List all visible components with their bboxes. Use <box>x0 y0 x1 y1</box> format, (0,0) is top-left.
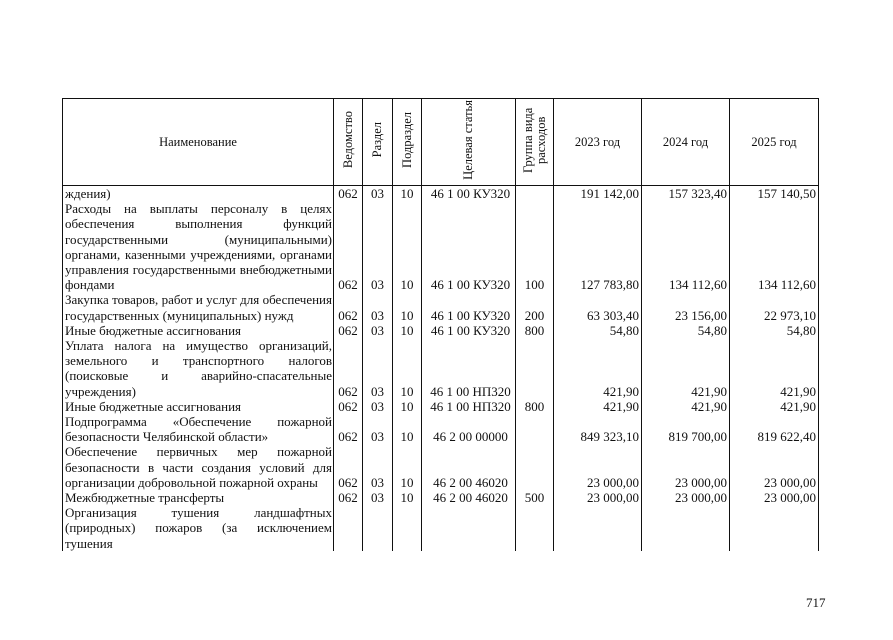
row-value-2024: 819 700,00 <box>642 414 730 444</box>
row-vid-rashodov <box>516 444 554 490</box>
row-value-2024: 421,90 <box>642 338 730 399</box>
row-razdel: 03 <box>363 414 393 444</box>
table-row <box>63 186 819 202</box>
header-gruppa-vida-rashodov: Группа вида расходов <box>516 99 554 186</box>
row-vedomstvo: 062 <box>334 444 363 490</box>
table-row <box>63 505 819 551</box>
row-name: Организация тушения ландшафтных (природных) пожаров (за исключением тушения <box>63 505 334 551</box>
row-podrazdel <box>393 505 422 551</box>
row-name: Иные бюджетные ассигнования <box>63 399 334 414</box>
row-value-2025: 23 000,00 <box>730 490 819 505</box>
row-value-2024: 157 323,40 <box>642 186 730 202</box>
row-value-2024: 134 112,60 <box>642 201 730 292</box>
table-row <box>63 414 819 444</box>
row-celevaya-statya: 46 1 00 КУ320 <box>422 292 516 322</box>
row-value-2024: 23 000,00 <box>642 444 730 490</box>
row-value-2023 <box>554 505 642 551</box>
header-vedomstvo: Ведомство <box>334 99 363 186</box>
header-2025: 2025 год <box>730 99 819 186</box>
row-razdel: 03 <box>363 399 393 414</box>
row-celevaya-statya: 46 1 00 КУ320 <box>422 323 516 338</box>
row-celevaya-statya: 46 2 00 00000 <box>422 414 516 444</box>
row-vid-rashodov: 100 <box>516 201 554 292</box>
row-name: Иные бюджетные ассигнования <box>63 323 334 338</box>
row-name: Расходы на выплаты персоналу в целях обеспечения выполнения функций государственными (муниципальными) органами, казенными учреждениями, органами управления государственными внебюджетными фондами <box>63 201 334 292</box>
table-row <box>63 444 819 490</box>
table-row <box>63 399 819 414</box>
row-razdel: 03 <box>363 444 393 490</box>
row-value-2023: 23 000,00 <box>554 490 642 505</box>
row-value-2025: 157 140,50 <box>730 186 819 202</box>
row-podrazdel: 10 <box>393 201 422 292</box>
table-header-row <box>63 99 819 186</box>
page-number: 717 <box>806 595 826 610</box>
row-vid-rashodov: 500 <box>516 490 554 505</box>
row-value-2023: 63 303,40 <box>554 292 642 322</box>
row-value-2024: 421,90 <box>642 399 730 414</box>
row-vedomstvo <box>334 505 363 551</box>
row-razdel: 03 <box>363 490 393 505</box>
row-name: Межбюджетные трансферты <box>63 490 334 505</box>
row-vid-rashodov <box>516 505 554 551</box>
table-row <box>63 292 819 322</box>
row-podrazdel: 10 <box>393 292 422 322</box>
row-razdel: 03 <box>363 292 393 322</box>
row-celevaya-statya <box>422 505 516 551</box>
row-razdel: 03 <box>363 338 393 399</box>
row-value-2025: 22 973,10 <box>730 292 819 322</box>
row-celevaya-statya: 46 1 00 КУ320 <box>422 201 516 292</box>
row-vid-rashodov <box>516 338 554 399</box>
row-vedomstvo: 062 <box>334 414 363 444</box>
header-razdel: Раздел <box>363 99 393 186</box>
table-row <box>63 338 819 399</box>
row-vedomstvo: 062 <box>334 201 363 292</box>
row-name: Уплата налога на имущество организаций, земельного и транспортного налогов (поисковые и аварийно-спасательные учреждения) <box>63 338 334 399</box>
row-vid-rashodov <box>516 186 554 202</box>
row-celevaya-statya: 46 2 00 46020 <box>422 490 516 505</box>
row-podrazdel: 10 <box>393 414 422 444</box>
table-row <box>63 323 819 338</box>
row-value-2025: 23 000,00 <box>730 444 819 490</box>
row-razdel: 03 <box>363 323 393 338</box>
header-2023: 2023 год <box>554 99 642 186</box>
row-podrazdel: 10 <box>393 490 422 505</box>
table-row <box>63 201 819 292</box>
row-value-2023: 54,80 <box>554 323 642 338</box>
budget-table-container <box>62 98 819 551</box>
row-celevaya-statya: 46 1 00 НП320 <box>422 338 516 399</box>
header-podrazdel: Подраздел <box>393 99 422 186</box>
row-value-2023: 421,90 <box>554 399 642 414</box>
row-celevaya-statya: 46 1 00 НП320 <box>422 399 516 414</box>
row-value-2023: 191 142,00 <box>554 186 642 202</box>
row-razdel: 03 <box>363 201 393 292</box>
row-value-2023: 849 323,10 <box>554 414 642 444</box>
row-value-2025: 421,90 <box>730 338 819 399</box>
row-vid-rashodov: 200 <box>516 292 554 322</box>
row-celevaya-statya: 46 2 00 46020 <box>422 444 516 490</box>
row-podrazdel: 10 <box>393 399 422 414</box>
header-2024: 2024 год <box>642 99 730 186</box>
row-celevaya-statya: 46 1 00 КУ320 <box>422 186 516 202</box>
row-vedomstvo: 062 <box>334 323 363 338</box>
row-razdel: 03 <box>363 186 393 202</box>
row-vedomstvo: 062 <box>334 292 363 322</box>
header-name: Наименование <box>63 99 334 186</box>
row-value-2025: 421,90 <box>730 399 819 414</box>
row-vedomstvo: 062 <box>334 186 363 202</box>
header-celevaya-statya: Целевая статья <box>422 99 516 186</box>
row-name: Подпрограмма «Обеспечение пожарной безопасности Челябинской области» <box>63 414 334 444</box>
row-value-2025 <box>730 505 819 551</box>
row-vid-rashodov <box>516 414 554 444</box>
row-name: ждения) <box>63 186 334 202</box>
row-value-2024: 23 156,00 <box>642 292 730 322</box>
row-value-2024 <box>642 505 730 551</box>
row-razdel <box>363 505 393 551</box>
row-value-2025: 134 112,60 <box>730 201 819 292</box>
budget-table <box>62 98 819 551</box>
row-vedomstvo: 062 <box>334 399 363 414</box>
row-podrazdel: 10 <box>393 444 422 490</box>
table-row <box>63 490 819 505</box>
row-podrazdel: 10 <box>393 323 422 338</box>
row-name: Обеспечение первичных мер пожарной безопасности в части создания условий для организации добровольной пожарной охраны <box>63 444 334 490</box>
row-value-2025: 819 622,40 <box>730 414 819 444</box>
row-value-2024: 54,80 <box>642 323 730 338</box>
row-vedomstvo: 062 <box>334 338 363 399</box>
row-value-2025: 54,80 <box>730 323 819 338</box>
row-name: Закупка товаров, работ и услуг для обеспечения государственных (муниципальных) нужд <box>63 292 334 322</box>
row-podrazdel: 10 <box>393 338 422 399</box>
row-vid-rashodov: 800 <box>516 399 554 414</box>
row-value-2023: 127 783,80 <box>554 201 642 292</box>
row-value-2024: 23 000,00 <box>642 490 730 505</box>
row-vedomstvo: 062 <box>334 490 363 505</box>
row-value-2023: 421,90 <box>554 338 642 399</box>
row-value-2023: 23 000,00 <box>554 444 642 490</box>
row-podrazdel: 10 <box>393 186 422 202</box>
row-vid-rashodov: 800 <box>516 323 554 338</box>
